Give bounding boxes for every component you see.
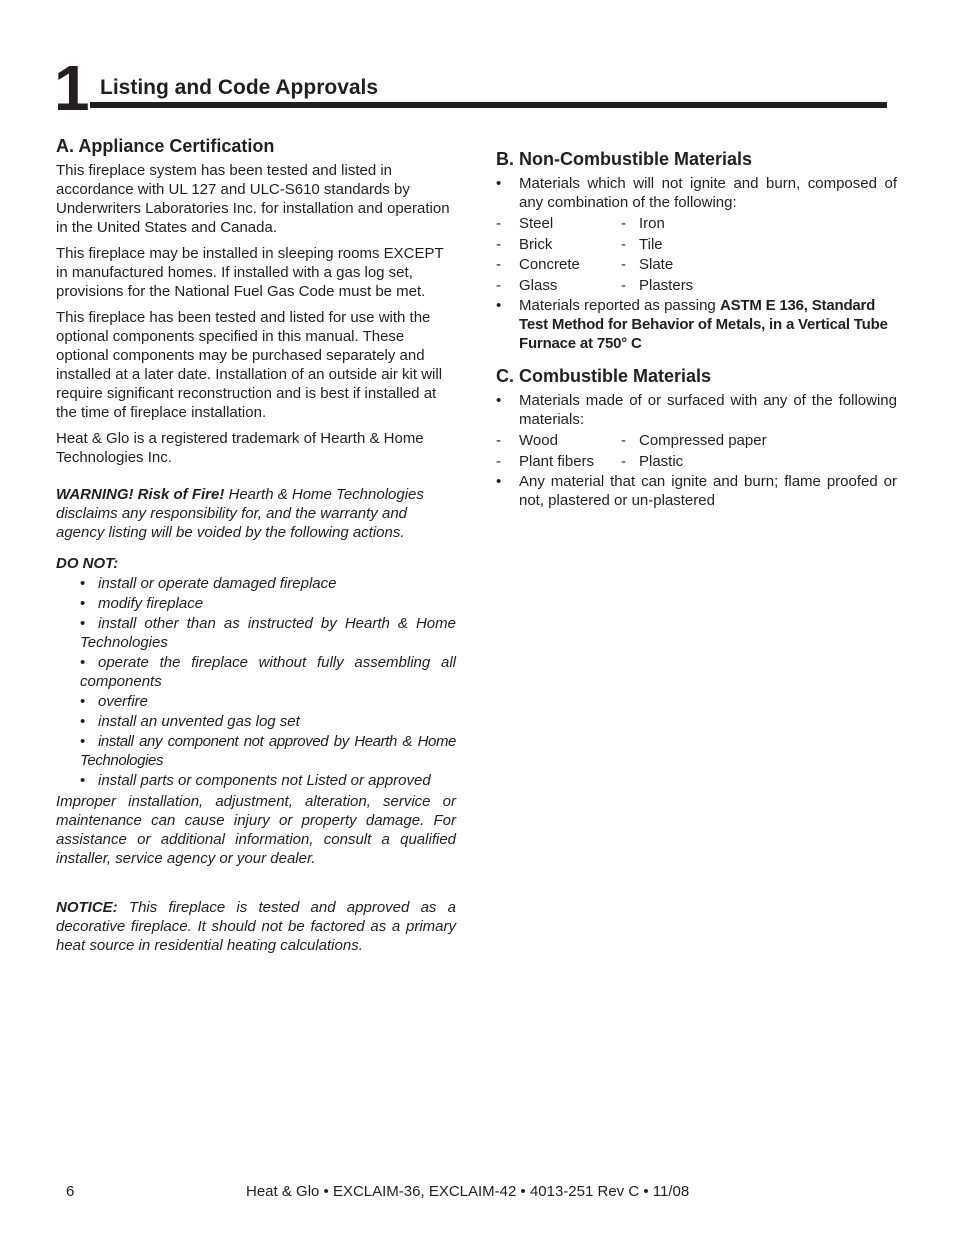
improper-paragraph: Improper installation, adjustment, alteration, service or maintenance can cause injury or property damage. For assistance or additional information, consult a qualified installer, service agency or your dealer.: [56, 793, 456, 867]
do-not-list: [56, 574, 456, 790]
right-column: [496, 148, 897, 512]
list-item: • install other than as instructed by Hearth & Home Technologies: [80, 615, 456, 651]
list-item: • overfire: [80, 693, 149, 710]
list-item: • Any material that can ignite and burn; flame proofed or not, plastered or un-plastered: [496, 473, 897, 509]
notice-text: This fireplace is tested and approved as a decorative fireplace. It should not be factored as a primary heat source in residential heating calculations.: [56, 899, 456, 954]
header-rule: [90, 102, 887, 108]
warning-label: WARNING! Risk of Fire!: [56, 486, 225, 503]
list-item: • Materials which will not ignite and burn, composed of any combination of the following:: [496, 175, 897, 211]
section-a-paragraph: This fireplace system has been tested and listed in accordance with UL 127 and ULC-S610 standards by Underwriters Laboratories Inc. for installation and operation in the United States and Canada.: [56, 162, 450, 236]
section-c-title: C. Combustible Materials: [496, 366, 712, 386]
section-a-title: A. Appliance Certification: [56, 136, 275, 156]
footer-text: Heat & Glo • EXCLAIM-36, EXCLAIM-42 • 4013-251 Rev C • 11/08: [246, 1183, 690, 1200]
section-number: 1: [54, 52, 88, 124]
combustible-materials-table: - Wood - Compressed paper - Plant fibers - Plastic: [496, 432, 767, 470]
section-a-paragraph: This fireplace may be installed in sleeping rooms EXCEPT in manufactured homes. If installed with a gas log set, provisions for the National Fuel Gas Code must be met.: [56, 245, 444, 300]
section-a-paragraph: This fireplace has been tested and listed for use with the optional components specified in this manual. These optional components may be purchased separately and installed at a later date. Installation of an outside air kit will require significant reconstruction and is best if installed at the time of fireplace installation.: [56, 309, 443, 421]
section-b-title: B. Non-Combustible Materials: [496, 149, 753, 169]
list-item: • install or operate damaged fireplace: [80, 575, 337, 592]
left-column: [56, 135, 456, 962]
notice-label: NOTICE:: [56, 899, 118, 916]
warning-paragraph: [56, 485, 456, 542]
notice-paragraph: [56, 898, 456, 955]
list-item: • install any component not approved by Hearth & Home Technologies: [80, 733, 456, 769]
list-item: • operate the fireplace without fully assembling all components: [80, 654, 456, 690]
list-item: • Materials reported as passing ASTM E 136, Standard Test Method for Behavior of Metals, in a Vertical Tube Furnace at 750° C: [496, 297, 888, 352]
list-item: • Materials made of or surfaced with any of the following materials:: [496, 392, 897, 428]
non-combustible-materials-table: - Steel - Iron - Brick - Tile - Concrete - Slate - Glass - Plasters: [496, 215, 694, 294]
section-title: Listing and Code Approvals: [100, 76, 379, 99]
list-item: • modify fireplace: [80, 595, 204, 612]
section-a-paragraph: Heat & Glo is a registered trademark of Hearth & Home Technologies Inc.: [56, 430, 424, 466]
page-number: 6: [66, 1183, 75, 1200]
list-item: • install an unvented gas log set: [80, 713, 300, 730]
list-item: • install parts or components not Listed or approved: [80, 772, 431, 789]
warning-text: Hearth & Home Technologies disclaims any responsibility for, and the warranty and agency listing will be voided by the following actions.: [56, 486, 424, 541]
do-not-label: DO NOT:: [56, 555, 119, 572]
